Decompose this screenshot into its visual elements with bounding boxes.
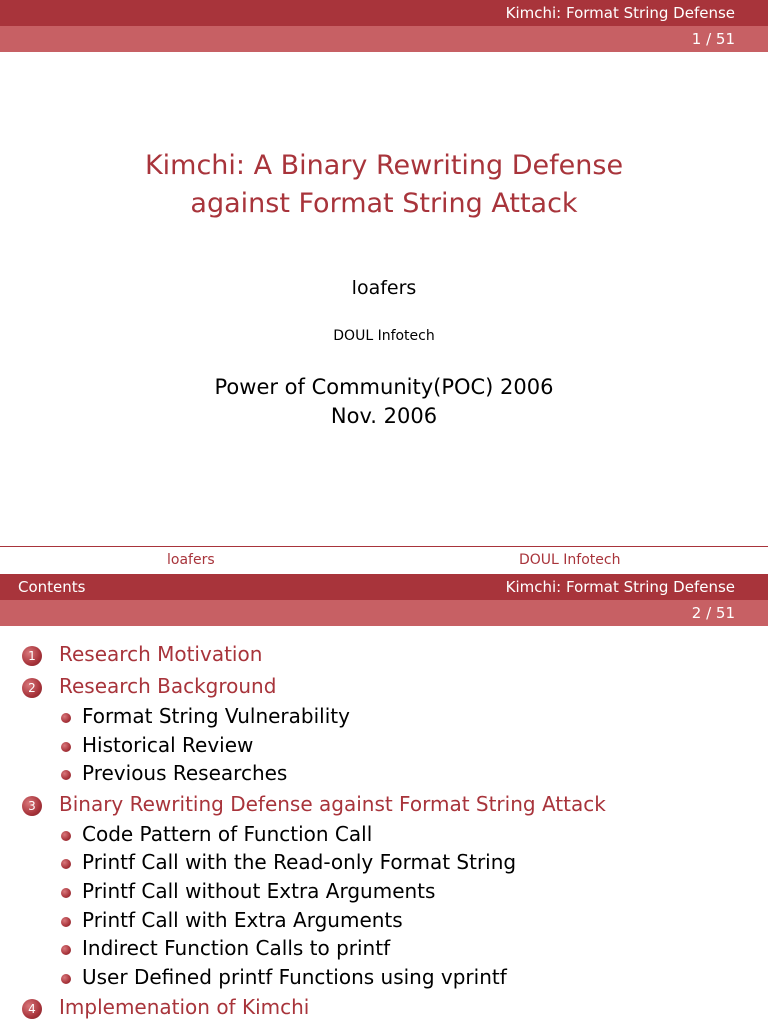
toc-section[interactable]: [0, 991, 768, 1023]
toc-subsection[interactable]: [0, 877, 768, 906]
bullet-icon: [61, 917, 71, 927]
page-bar: [0, 600, 768, 626]
presentation-title: [0, 147, 768, 223]
section-number-badge: 1: [22, 646, 42, 666]
table-of-contents: [0, 638, 768, 1023]
toc-subsection[interactable]: [0, 702, 768, 731]
toc-section[interactable]: [0, 670, 768, 702]
institution: DOUL Infotech: [333, 328, 435, 344]
title-line-2: against Format String Attack: [190, 188, 578, 219]
header-bar: [0, 0, 768, 26]
conference-name: Power of Community(POC) 2006: [214, 375, 554, 399]
toc-subsection[interactable]: [0, 820, 768, 849]
subsection-label[interactable]: Printf Call with Extra Arguments: [82, 907, 403, 932]
section-number-badge: 4: [22, 999, 42, 1019]
page-bar: [0, 26, 768, 52]
toc-subsection[interactable]: [0, 906, 768, 935]
subsection-label[interactable]: Printf Call with the Read-only Format String: [82, 850, 517, 875]
header-title: Kimchi: Format String Defense: [505, 4, 735, 22]
section-label[interactable]: Implemenation of Kimchi: [59, 995, 310, 1020]
section-label[interactable]: Binary Rewriting Defense against Format String Attack: [59, 791, 606, 816]
toc-subsection[interactable]: [0, 934, 768, 963]
toc-subsection[interactable]: [0, 759, 768, 788]
subsection-label[interactable]: Previous Researches: [82, 761, 288, 786]
toc-subsection[interactable]: [0, 963, 768, 992]
subsection-label[interactable]: Code Pattern of Function Call: [82, 821, 373, 846]
subsection-label[interactable]: Indirect Function Calls to printf: [82, 936, 391, 961]
toc-subsection[interactable]: [0, 848, 768, 877]
conference-info: [0, 373, 768, 431]
footer-institution: DOUL Infotech: [519, 552, 621, 568]
section-number-badge: 3: [22, 796, 42, 816]
conference-date: Nov. 2006: [330, 404, 438, 428]
subsection-label[interactable]: Historical Review: [82, 732, 254, 757]
page-number: 2 / 51: [691, 604, 735, 622]
section-number-badge: 2: [22, 678, 42, 698]
bullet-icon: [61, 945, 71, 955]
section-label[interactable]: Research Motivation: [59, 642, 263, 666]
slide-2: [0, 546, 768, 1024]
page-number: 1 / 51: [691, 30, 735, 48]
bullet-icon: [61, 713, 71, 723]
bullet-icon: [61, 859, 71, 869]
bullet-icon: [61, 831, 71, 841]
header-title: Kimchi: Format String Defense: [505, 578, 735, 596]
author: loafers: [351, 277, 417, 299]
bullet-icon: [61, 888, 71, 898]
subsection-label[interactable]: Format String Vulnerability: [82, 704, 350, 728]
footer-divider: [0, 546, 768, 547]
subsection-label[interactable]: Printf Call without Extra Arguments: [82, 878, 436, 903]
section-label[interactable]: Research Background: [59, 674, 277, 698]
toc-subsection[interactable]: [0, 731, 768, 760]
toc-section[interactable]: [0, 788, 768, 820]
title-line-1: Kimchi: A Binary Rewriting Defense: [144, 150, 624, 181]
subsection-label[interactable]: User Defined printf Functions using vprintf: [82, 964, 507, 989]
bullet-icon: [61, 742, 71, 752]
section-name: Contents: [18, 578, 86, 596]
bullet-icon: [61, 770, 71, 780]
toc-section[interactable]: [0, 638, 768, 670]
footer-author: loafers: [167, 552, 215, 568]
header-bar: [0, 574, 768, 600]
bullet-icon: [61, 974, 71, 984]
